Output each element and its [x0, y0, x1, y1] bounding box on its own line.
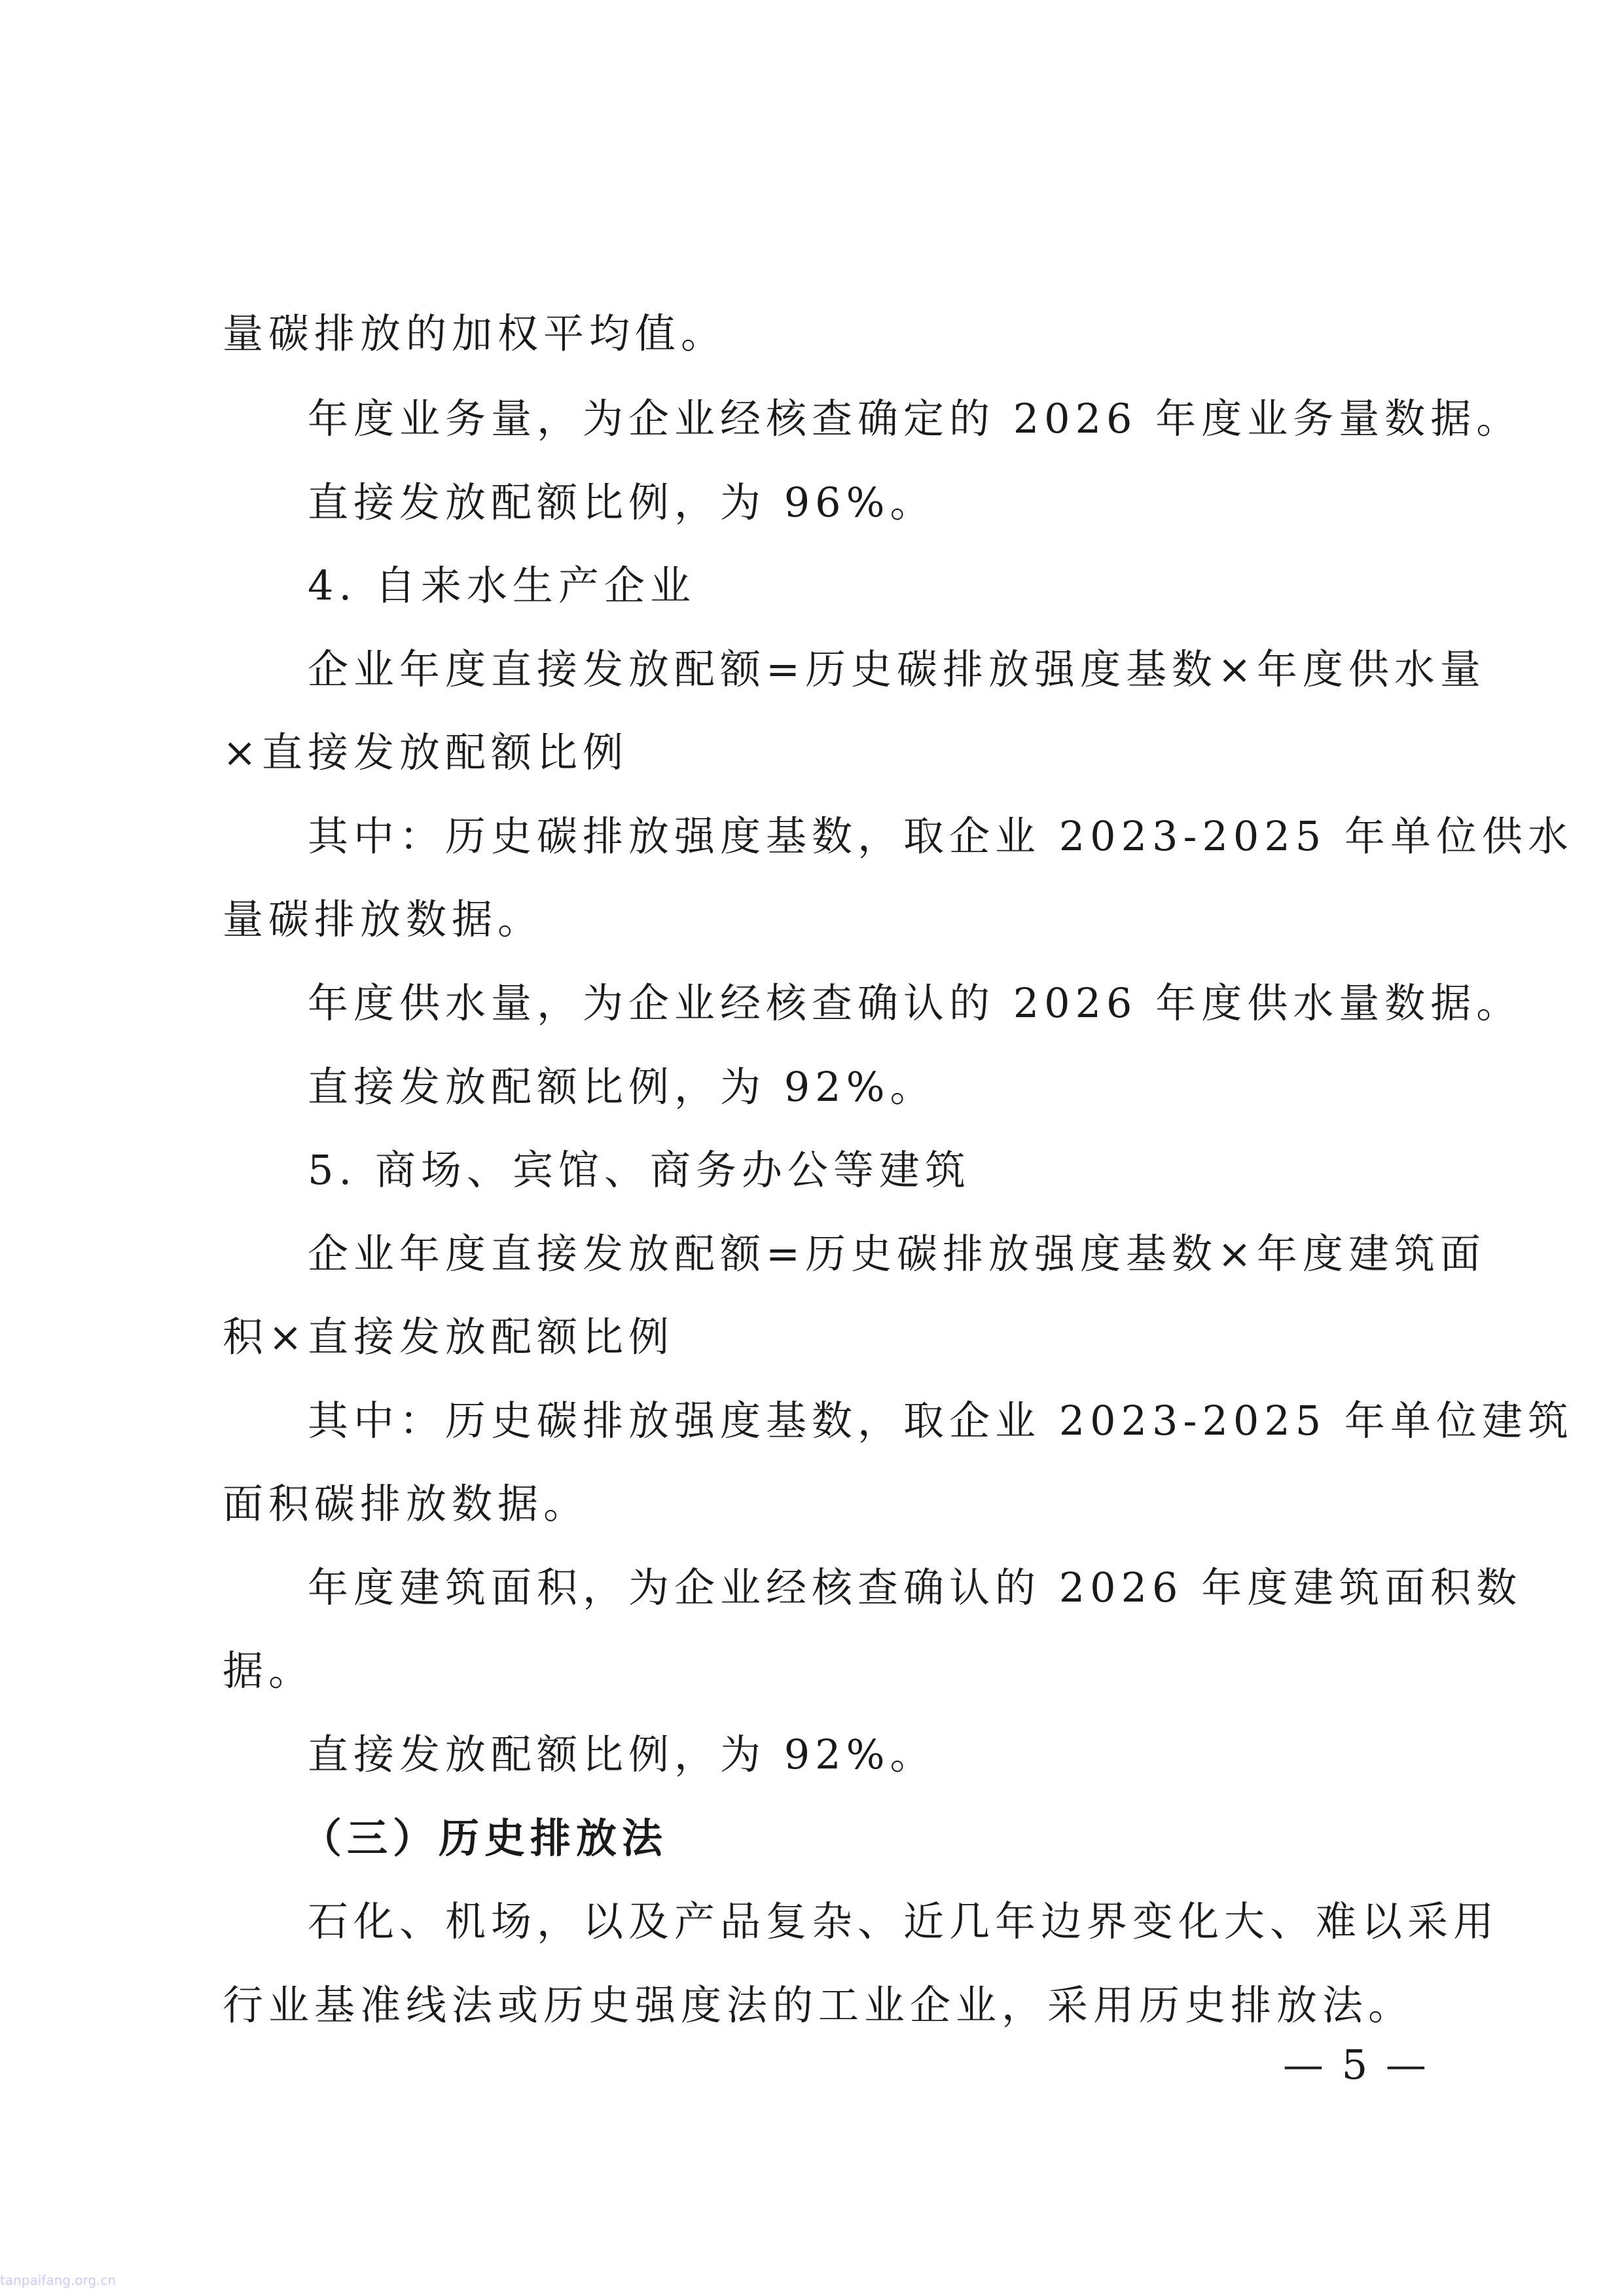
formula-line: ×直接发放配额比例 [223, 728, 628, 776]
paragraph-line: 其中：历史碳排放强度基数，取企业 2023-2025 年单位建筑 [308, 1397, 1574, 1444]
formula-line: 企业年度直接发放配额=历史碳排放强度基数×年度建筑面 [308, 1230, 1486, 1278]
paragraph-line: 其中：历史碳排放强度基数，取企业 2023-2025 年单位供水 [308, 812, 1574, 860]
formula-line: 企业年度直接发放配额=历史碳排放强度基数×年度供水量 [308, 645, 1486, 693]
section-heading: 5. 商场、宾馆、商务办公等建筑 [308, 1146, 971, 1194]
formula-line: 积×直接发放配额比例 [223, 1313, 674, 1361]
paragraph-line: 直接发放配额比例，为 96%。 [308, 478, 936, 526]
section-heading-bold: （三）历史排放法 [301, 1814, 668, 1862]
paragraph-line: 年度建筑面积，为企业经核查确认的 2026 年度建筑面积数 [308, 1564, 1523, 1611]
paragraph-line: 量碳排放数据。 [223, 895, 544, 943]
section-heading: 4. 自来水生产企业 [308, 562, 696, 609]
paragraph-line: 面积碳排放数据。 [223, 1480, 590, 1528]
paragraph-line: 据。 [223, 1647, 315, 1695]
paragraph-line: 行业基准线法或历史强度法的工业企业，采用历史排放法。 [223, 1981, 1415, 2029]
paragraph-line: 量碳排放的加权平均值。 [223, 310, 727, 357]
paragraph-line: 直接发放配额比例，为 92%。 [308, 1063, 936, 1111]
paragraph-line: 年度供水量，为企业经核查确认的 2026 年度供水量数据。 [308, 979, 1523, 1027]
paragraph-line: 年度业务量，为企业经核查确定的 2026 年度业务量数据。 [308, 395, 1523, 442]
watermark: tanpaifang.org.cn [0, 2272, 117, 2288]
paragraph-line: 石化、机场，以及产品复杂、近几年边界变化大、难以采用 [308, 1897, 1500, 1945]
paragraph-line: 直接发放配额比例，为 92%。 [308, 1731, 936, 1778]
page-number: — 5 — [1283, 2041, 1429, 2089]
